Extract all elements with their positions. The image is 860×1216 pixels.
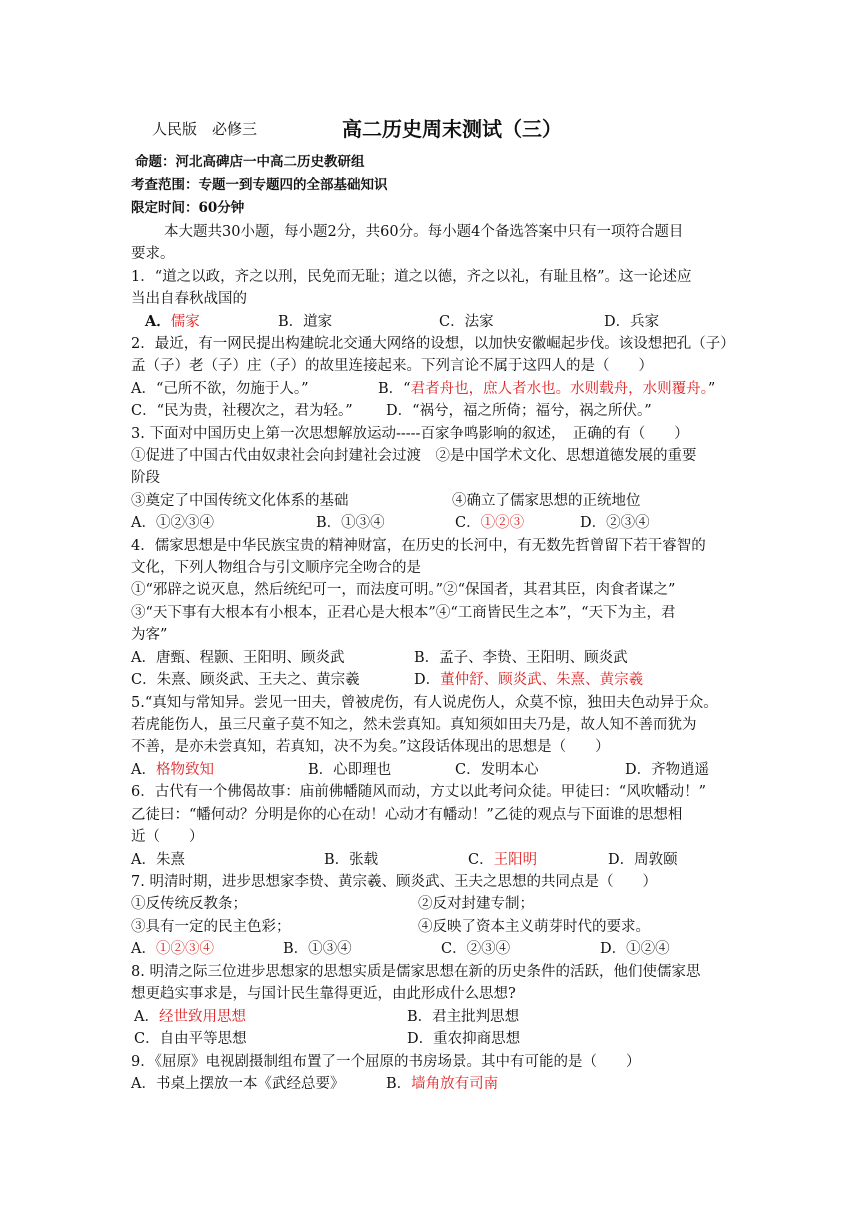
option-label: A． xyxy=(131,941,156,957)
question-stem: 乙徒曰：“幡何动？分明是你的心在动！心动才有幡动！”乙徒的观点与下面谁的思想相 xyxy=(131,807,683,823)
option-label: A． xyxy=(131,762,156,778)
option-label: C． xyxy=(468,852,494,868)
option-b xyxy=(386,1074,498,1094)
option-a: A．书桌上摆放一本《武经总要》 xyxy=(131,1076,345,1092)
option-label: A． xyxy=(145,313,171,330)
option-c: C．发明本心 xyxy=(455,762,539,778)
question-stem: 8. 明清之际三位进步思想家的思想实质是儒家思想在新的历史条件的活跃，他们使儒家思 xyxy=(131,964,701,980)
option-d: D．“祸兮，福之所倚；福兮，祸之所伏。” xyxy=(386,403,652,419)
answer-text: 儒家 xyxy=(170,314,200,330)
option-d: D．重农抑商思想 xyxy=(407,1031,521,1047)
option-d: D．兵家 xyxy=(604,314,660,330)
question-stem: 2．最近，有一网民提出构建皖北交通大网络的设想，以加快安徽崛起步伐。该设想把孔（子） xyxy=(131,336,735,352)
intro-line: 要求。 xyxy=(131,246,175,262)
answer-text: 墙角放有司南 xyxy=(411,1076,499,1092)
intro-line: 本大题共30小题，每小题2分，共60分。每小题4个备选答案中只有一项符合题目 xyxy=(164,224,684,240)
quote-line: ①“邪辟之说灭息，然后统纪可一，而法度可明。”②“保国者，其君其臣，肉食者谋之” xyxy=(131,582,676,598)
option-b: B．道家 xyxy=(278,314,333,330)
statement-item: 阶段 xyxy=(131,470,160,486)
question-stem: 1．“道之以政，齐之以刑，民免而无耻；道之以德，齐之以礼，有耻且格”。这一论述应 xyxy=(131,269,692,285)
option-c: C．法家 xyxy=(439,314,494,330)
option-b: B．张载 xyxy=(324,852,379,868)
quote-line: 为客” xyxy=(131,627,168,643)
option-d: D．周敦颐 xyxy=(608,852,678,868)
time-line: 限定时间：60分钟 xyxy=(131,200,245,216)
option-a xyxy=(131,939,214,959)
statement-item: ④反映了资本主义萌芽时代的要求。 xyxy=(418,919,650,935)
option-label: B． xyxy=(386,1076,412,1092)
question-stem: 近（ ） xyxy=(131,829,204,845)
option-label: A． xyxy=(134,1009,159,1025)
question-stem: 孟（子）老（子）庄（子）的故里连接起来。下列言论不属于这四人的是（ ） xyxy=(131,358,653,374)
option-d: D．②③④ xyxy=(580,515,650,531)
option-c xyxy=(455,513,524,533)
statement-item: ①促进了中国古代由奴隶社会向封建社会过渡 ②是中国学术文化、思想道德发展的重要 xyxy=(131,448,697,464)
option-a xyxy=(134,1007,246,1027)
question-stem: 文化，下列人物组合与引文顺序完全吻合的是 xyxy=(131,560,421,576)
edition-label: 人民版 必修三 xyxy=(152,120,258,138)
option-a: A．朱熹 xyxy=(131,852,185,868)
option-b: B．①③④ xyxy=(283,941,352,957)
statement-item: ①反传统反教条； xyxy=(131,896,247,912)
author-line: 命题：河北高碑店一中高二历史教研组 xyxy=(135,154,365,170)
statement-item: ④确立了儒家思想的正统地位 xyxy=(452,493,641,509)
option-b: B．君主批判思想 xyxy=(407,1009,520,1025)
option-d: D．齐物逍遥 xyxy=(625,762,710,778)
question-stem: 6．古代有一个佛偈故事：庙前佛幡随风而动，方丈以此考问众徒。甲徒曰：“风吹幡动！” xyxy=(131,784,707,800)
answer-text: 董仲舒、顾炎武、朱熹、黄宗羲 xyxy=(440,672,644,688)
scope-line: 考查范围：专题一到专题四的全部基础知识 xyxy=(131,177,388,193)
question-stem: 3. 下面对中国历史上第一次思想解放运动-----百家争鸣影响的叙述， 正确的有（ ） xyxy=(131,426,689,442)
option-d xyxy=(414,670,643,690)
option-c: C．朱熹、顾炎武、王夫之、黄宗羲 xyxy=(131,672,360,688)
question-stem: 想更趋实事求是，与国计民生靠得更近，由此形成什么思想? xyxy=(131,986,516,1002)
option-b: B．孟子、李贽、王阳明、顾炎武 xyxy=(414,650,628,666)
option-quote-end: ” xyxy=(707,381,716,397)
option-a xyxy=(145,312,200,332)
option-a xyxy=(131,760,214,780)
option-c: C．②③④ xyxy=(441,941,511,957)
question-stem: 不善，是亦未尝真知，若真知，决不为矣。”这段话体现出的思想是（ ） xyxy=(131,739,610,755)
statement-item: ②反对封建专制； xyxy=(418,896,534,912)
answer-text: 王阳明 xyxy=(493,852,538,868)
answer-text: 格物致知 xyxy=(155,762,214,778)
answer-text: ①②③ xyxy=(480,515,525,531)
option-label: C． xyxy=(455,515,481,531)
option-a: A．①②③④ xyxy=(131,515,214,531)
option-d: D．①②④ xyxy=(600,941,670,957)
answer-text: ①②③④ xyxy=(155,941,214,957)
page-title: 高二历史周末测试（三） xyxy=(342,117,562,141)
question-stem: 7. 明清时期，进步思想家李贽、黄宗羲、顾炎武、王夫之思想的共同点是（ ） xyxy=(131,874,657,890)
option-a: A．“己所不欲，勿施于人。” xyxy=(131,381,309,397)
option-c: C．自由平等思想 xyxy=(134,1031,247,1047)
question-stem: 当出自春秋战国的 xyxy=(131,291,247,307)
question-stem: 9．《屈原》电视剧摄制组布置了一个屈原的书房场景。其中有可能的是（ ） xyxy=(131,1054,641,1070)
option-a: A．唐甄、程颢、王阳明、顾炎武 xyxy=(131,650,345,666)
answer-text: 经世致用思想 xyxy=(158,1009,246,1025)
option-label: D． xyxy=(414,672,441,688)
option-c xyxy=(468,850,537,870)
option-b xyxy=(378,379,715,399)
question-stem: 4．儒家思想是中华民族宝贵的精神财富，在历史的长河中，有无数先哲曾留下若干睿智的 xyxy=(131,538,706,554)
answer-text: 君者舟也，庶人者水也。水则载舟，水则覆舟。 xyxy=(410,381,708,397)
option-b: B．①③④ xyxy=(316,515,385,531)
question-stem: 若虎能伤人，虽三尺童子莫不知之，然未尝真知。真知须如田夫乃是，故人知不善而犹为 xyxy=(131,717,697,733)
quote-line: ③“天下事有大根本有小根本，正君心是大根本”④“工商皆民生之本”，“天下为主，君 xyxy=(131,605,676,621)
option-c: C．“民为贵，社稷次之，君为轻。” xyxy=(131,403,353,419)
statement-item: ③奠定了中国传统文化体系的基础 xyxy=(131,493,349,509)
option-label: B．“ xyxy=(378,381,411,397)
question-stem: 5.“真知与常知异。尝见一田夫，曾被虎伤，有人说虎伤人，众莫不惊，独田夫色动异于众。 xyxy=(131,695,718,711)
option-b: B．心即理也 xyxy=(308,762,392,778)
statement-item: ③具有一定的民主色彩； xyxy=(131,919,291,935)
